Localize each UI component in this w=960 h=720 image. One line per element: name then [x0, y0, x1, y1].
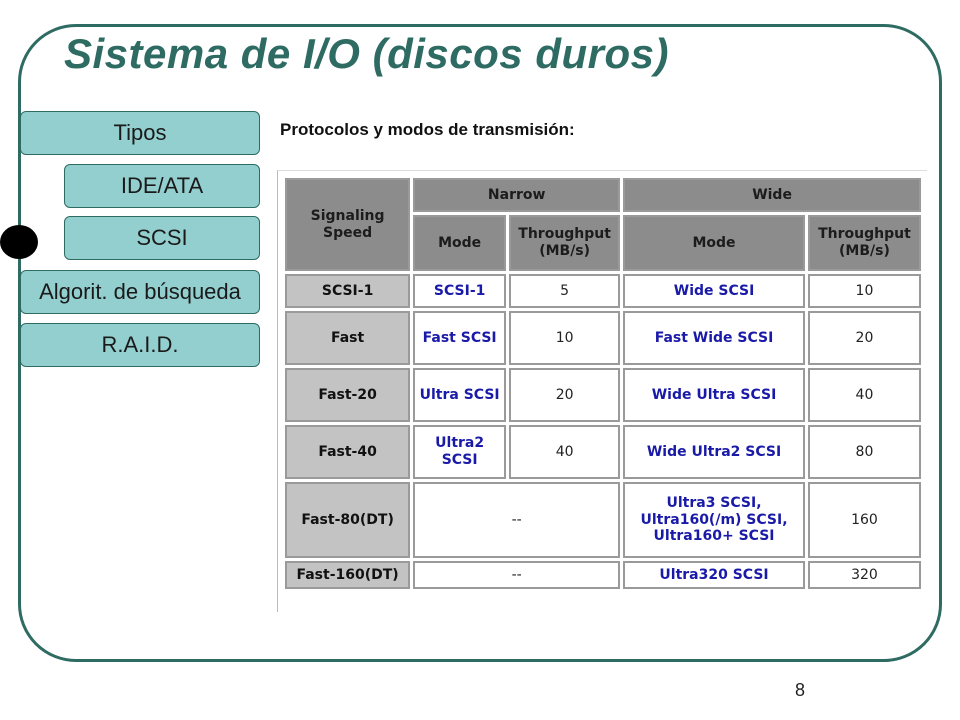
cell-narrow-throughput: 40 — [509, 425, 620, 479]
table-row — [285, 425, 921, 479]
cell-narrow-empty: -- — [413, 482, 620, 558]
cell-wide-throughput: 160 — [808, 482, 921, 558]
table-row — [285, 482, 921, 558]
header-narrow-mode: Mode — [413, 215, 506, 271]
cell-wide-mode: Ultra3 SCSI, Ultra160(/m) SCSI, Ultra160+ SCSI — [623, 482, 805, 558]
header-wide-mode: Mode — [623, 215, 805, 271]
section-subheading: Protocolos y modos de transmisión: — [280, 120, 575, 139]
cell-speed: Fast — [285, 311, 410, 365]
slide-title: Sistema de I/O (discos duros) — [64, 30, 669, 77]
cell-wide-mode: Wide Ultra2 SCSI — [623, 425, 805, 479]
page-number: 8 — [795, 680, 806, 700]
table-row — [285, 368, 921, 422]
cell-narrow-mode: Ultra2 SCSI — [413, 425, 506, 479]
cell-narrow-mode: Fast SCSI — [413, 311, 506, 365]
header-wide-throughput: Throughput (MB/s) — [808, 215, 921, 271]
nav-button-scsi[interactable]: SCSI — [64, 216, 260, 260]
table-row — [285, 274, 921, 308]
cell-wide-mode: Ultra320 SCSI — [623, 561, 805, 589]
active-nav-bullet — [0, 225, 38, 259]
header-narrow-throughput: Throughput (MB/s) — [509, 215, 620, 271]
cell-speed: Fast-40 — [285, 425, 410, 479]
cell-wide-throughput: 80 — [808, 425, 921, 479]
header-narrow: Narrow — [413, 178, 620, 212]
cell-wide-throughput: 10 — [808, 274, 921, 308]
cell-wide-mode: Fast Wide SCSI — [623, 311, 805, 365]
nav-button-raid[interactable]: R.A.I.D. — [20, 323, 260, 367]
table-row — [285, 311, 921, 365]
scsi-protocols-table — [282, 175, 924, 592]
cell-wide-throughput: 20 — [808, 311, 921, 365]
nav-button-ide-ata[interactable]: IDE/ATA — [64, 164, 260, 208]
header-wide: Wide — [623, 178, 921, 212]
nav-button-tipos[interactable]: Tipos — [20, 111, 260, 155]
cell-wide-mode: Wide Ultra SCSI — [623, 368, 805, 422]
table-row — [285, 561, 921, 589]
scsi-protocols-table-image — [277, 170, 927, 612]
cell-speed: SCSI-1 — [285, 274, 410, 308]
nav-button-algorit-busqueda[interactable]: Algorit. de búsqueda — [20, 270, 260, 314]
cell-wide-throughput: 320 — [808, 561, 921, 589]
cell-speed: Fast-160(DT) — [285, 561, 410, 589]
cell-narrow-mode: SCSI-1 — [413, 274, 506, 308]
cell-wide-mode: Wide SCSI — [623, 274, 805, 308]
cell-narrow-throughput: 20 — [509, 368, 620, 422]
cell-wide-throughput: 40 — [808, 368, 921, 422]
cell-narrow-mode: Ultra SCSI — [413, 368, 506, 422]
cell-narrow-throughput: 5 — [509, 274, 620, 308]
cell-speed: Fast-20 — [285, 368, 410, 422]
cell-narrow-throughput: 10 — [509, 311, 620, 365]
header-signaling-speed: Signaling Speed — [285, 178, 410, 271]
cell-narrow-empty: -- — [413, 561, 620, 589]
cell-speed: Fast-80(DT) — [285, 482, 410, 558]
